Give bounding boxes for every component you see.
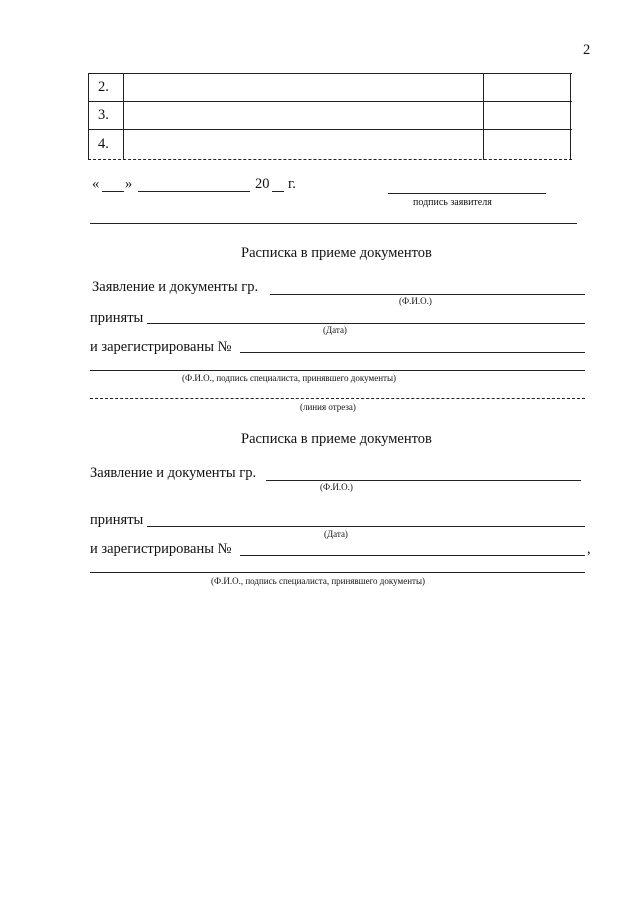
table-row-number: 2. bbox=[98, 79, 109, 95]
page-number: 2 bbox=[583, 42, 591, 58]
receipt-1-date-caption: (Дата) bbox=[323, 325, 347, 335]
table-row-number: 4. bbox=[98, 136, 109, 152]
receipt-2-date-field[interactable] bbox=[147, 526, 585, 527]
table-row-number: 3. bbox=[98, 107, 109, 123]
receipt-1-fio-caption: (Ф.И.О.) bbox=[399, 296, 432, 306]
receipt-1-specialist-field[interactable] bbox=[90, 370, 585, 371]
open-quote: « bbox=[92, 176, 100, 192]
receipt-2-registered-label: и зарегистрированы № bbox=[90, 541, 232, 557]
day-field[interactable] bbox=[102, 191, 124, 192]
receipt-2-specialist-caption: (Ф.И.О., подпись специалиста, принявшего документы) bbox=[211, 576, 425, 586]
year-prefix: 20 bbox=[255, 176, 270, 192]
year-field[interactable] bbox=[272, 191, 284, 192]
receipt-1-date-field[interactable] bbox=[147, 323, 585, 324]
receipt-1-specialist-caption: (Ф.И.О., подпись специалиста, принявшего документы) bbox=[182, 373, 396, 383]
receipt-1-accepted-label: приняты bbox=[90, 310, 144, 326]
separator-line bbox=[90, 223, 577, 224]
receipt-1-title: Расписка в приеме документов bbox=[241, 245, 432, 261]
year-suffix: г. bbox=[288, 176, 296, 192]
receipt-1-reg-number-field[interactable] bbox=[240, 352, 585, 353]
receipt-1-registered-label: и зарегистрированы № bbox=[90, 339, 232, 355]
receipt-2-specialist-field[interactable] bbox=[90, 572, 585, 573]
receipt-2-trailing-comma: , bbox=[587, 541, 591, 557]
receipt-2-fio-field[interactable] bbox=[266, 480, 581, 481]
receipt-2-title: Расписка в приеме документов bbox=[241, 431, 432, 447]
receipt-1-docs-label: Заявление и документы гр. bbox=[92, 279, 259, 295]
cut-line-caption: (линия отреза) bbox=[300, 402, 356, 412]
cut-line bbox=[90, 398, 585, 399]
receipt-2-accepted-label: приняты bbox=[90, 512, 144, 528]
receipt-2-fio-caption: (Ф.И.О.) bbox=[320, 482, 353, 492]
month-field[interactable] bbox=[138, 191, 250, 192]
applicant-signature-field[interactable] bbox=[388, 193, 546, 194]
documents-table bbox=[0, 0, 640, 170]
receipt-2-docs-label: Заявление и документы гр. bbox=[90, 465, 257, 481]
receipt-2-date-caption: (Дата) bbox=[324, 529, 348, 539]
receipt-2-reg-number-field[interactable] bbox=[240, 555, 585, 556]
receipt-1-fio-field[interactable] bbox=[270, 294, 585, 295]
close-quote: » bbox=[125, 176, 133, 192]
applicant-signature-caption: подпись заявителя bbox=[413, 197, 492, 208]
